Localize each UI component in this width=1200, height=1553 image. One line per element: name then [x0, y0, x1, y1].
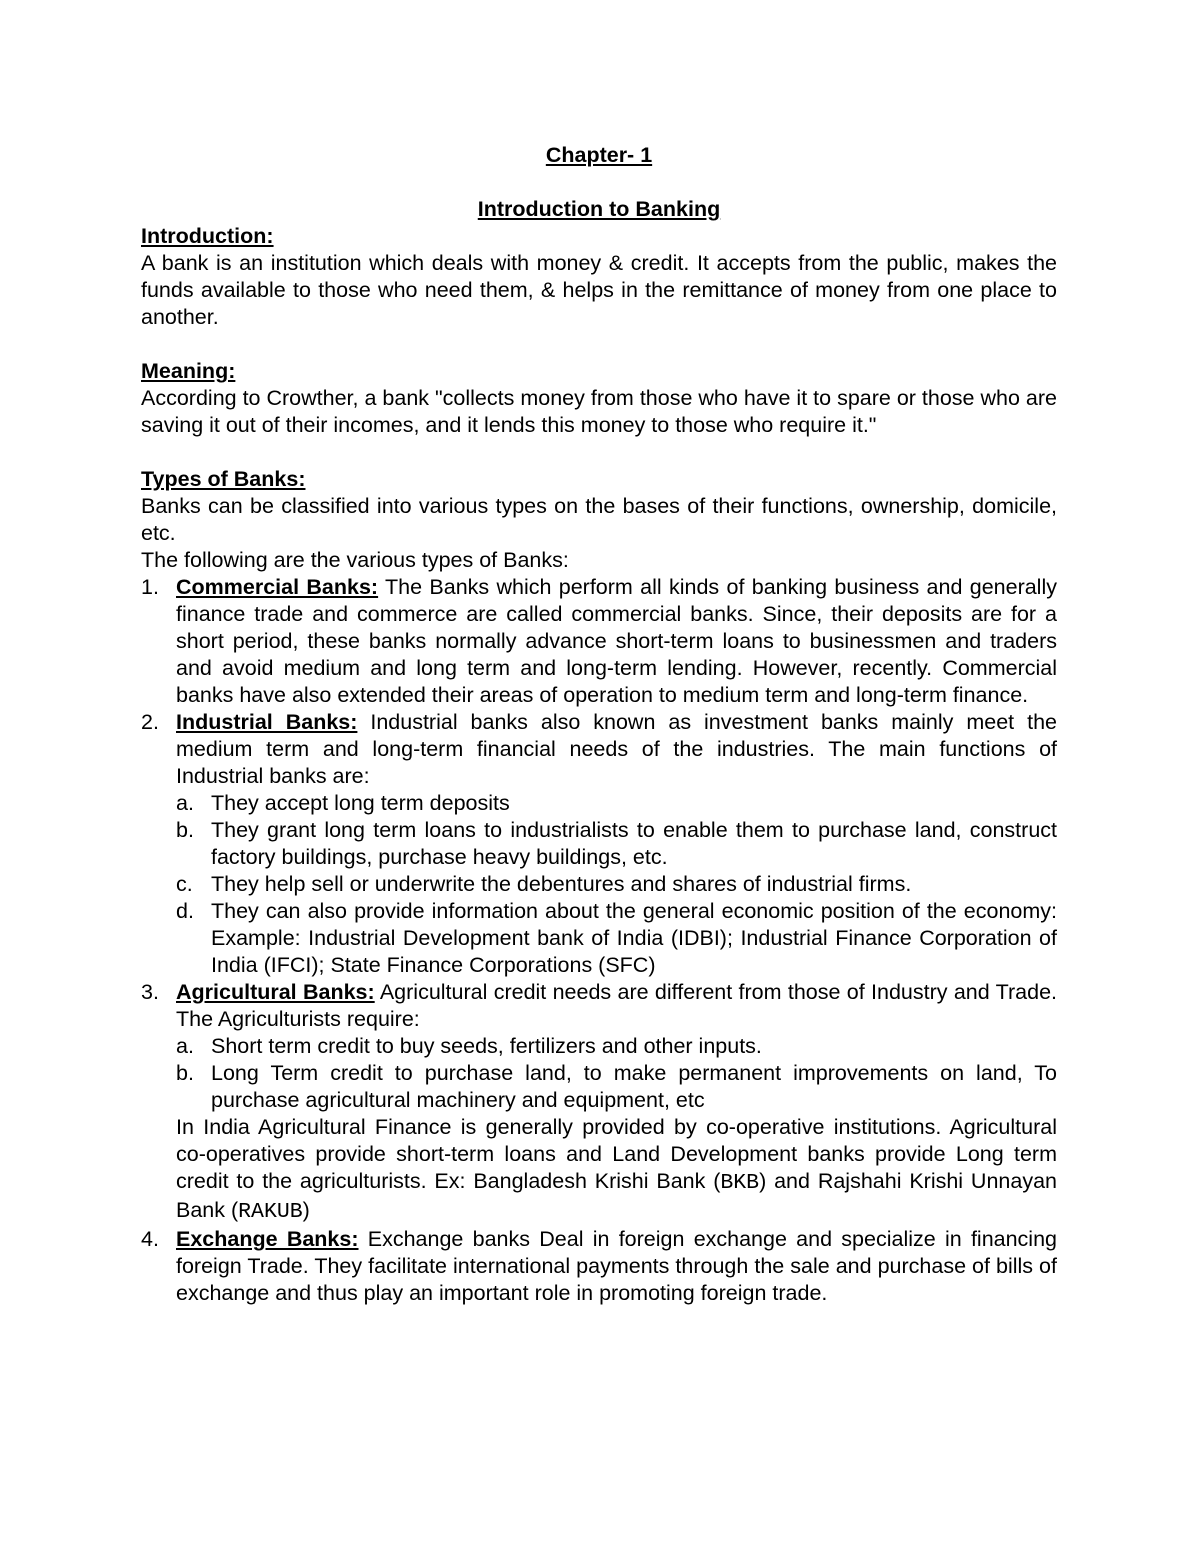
sub-item-text: They accept long term deposits: [211, 791, 510, 815]
list-item-agricultural-banks: [141, 979, 1057, 1033]
document-page: [141, 140, 1057, 1307]
introduction-text: A bank is an institution which deals with money & credit. It accepts from the public, makes the funds available to those who need them, & helps in the remittance of money from one place to another.: [141, 251, 1057, 329]
list-item-exchange-banks: [141, 1226, 1057, 1307]
list-item-commercial-banks: [141, 574, 1057, 709]
sub-item: [141, 871, 1057, 898]
list-number: 1.: [141, 575, 159, 599]
sub-item: [141, 817, 1057, 871]
types-text-2: The following are the various types of Banks:: [141, 548, 569, 572]
item-term: Exchange Banks:: [176, 1227, 359, 1251]
item-text: The Banks which perform all kinds of banking business and generally finance trade and commerce are called commercial banks. Since, their deposits are for a short period, these banks normally advance short-term loans to businessmen and traders and avoid medium and long term and long-term lending. However, recently. Commercial banks have also extended their areas of operation to medium term and long-term finance.: [176, 575, 1057, 707]
meaning-heading: Meaning:: [141, 359, 236, 383]
title-text: Introduction to Banking: [477, 197, 721, 221]
meaning-text: According to Crowther, a bank "collects money from those who have it to spare or those who are saving it out of their incomes, and it lends this money to those who require it.": [141, 386, 1057, 437]
item-term: Commercial Banks:: [176, 575, 379, 599]
sub-item-letter: c.: [176, 872, 193, 896]
item-text: Industrial banks also known as investment banks mainly meet the medium term and long-term financial needs of the industries. The main functions of Industrial banks are:: [176, 710, 1057, 788]
sub-item: [141, 898, 1057, 979]
item-text: Agricultural credit needs are different from those of Industry and Trade. The Agriculturists require:: [176, 980, 1057, 1031]
sub-item-letter: b.: [176, 818, 194, 842]
sub-item-letter: b.: [176, 1061, 194, 1085]
list-item-industrial-banks: [141, 709, 1057, 790]
sub-item-text: Long Term credit to purchase land, to make permanent improvements on land, To purchase agricultural machinery and equipment, etc: [211, 1061, 1057, 1112]
sub-item: [141, 1033, 1057, 1060]
sub-item: [141, 790, 1057, 817]
sub-item: [141, 1060, 1057, 1114]
types-text-1: Banks can be classified into various types on the bases of their functions, ownership, domicile, etc.: [141, 494, 1057, 545]
sub-item-text: Short term credit to buy seeds, fertilizers and other inputs.: [211, 1034, 762, 1058]
abbr-rakub: RAKUB: [238, 1200, 303, 1224]
item-term: Agricultural Banks:: [176, 980, 375, 1004]
sub-item-letter: a.: [176, 791, 194, 815]
list-number: 4.: [141, 1227, 159, 1251]
document-title: [141, 196, 1057, 223]
agricultural-note: In India Agricultural Finance is generally provided by co-operative institutions. Agricultural co-operatives provide short-term loans and Land Development banks provide Long term credit to the agriculturists. Ex: Bangladesh Krishi Bank (BKB) and Rajshahi Krishi Unnayan Bank (RAKUB): [176, 1115, 1057, 1224]
sub-item-text: They can also provide information about the general economic position of the economy: Example: Industrial Development bank of India (IDBI); Industrial Finance Corporation of India (IFCI); State Finance Corporations (SFC): [211, 899, 1057, 977]
abbr-bkb: BKB: [720, 1171, 760, 1195]
item-term: Industrial Banks:: [176, 710, 358, 734]
chapter-heading: [141, 142, 1057, 169]
list-number: 2.: [141, 710, 159, 734]
sub-item-text: They grant long term loans to industrialists to enable them to purchase land, construct factory buildings, purchase heavy buildings, etc.: [211, 818, 1057, 869]
types-heading: Types of Banks:: [141, 467, 306, 491]
chapter-label: Chapter- 1: [545, 143, 653, 167]
sub-item-letter: a.: [176, 1034, 194, 1058]
item-text: Exchange banks Deal in foreign exchange and specialize in financing foreign Trade. They facilitate international payments through the sale and purchase of bills of exchange and thus play an important role in promoting foreign trade.: [176, 1227, 1058, 1305]
sub-item-text: They help sell or underwrite the debentures and shares of industrial firms.: [211, 872, 912, 896]
sub-item-letter: d.: [176, 899, 194, 923]
introduction-heading: Introduction:: [141, 224, 274, 248]
list-number: 3.: [141, 980, 159, 1004]
